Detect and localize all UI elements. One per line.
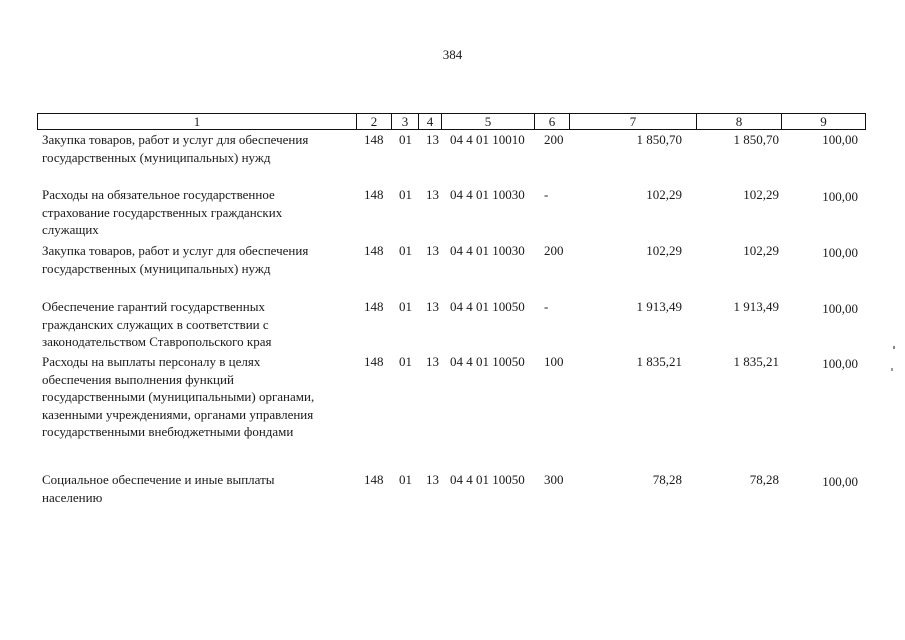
cell-col-3: 01 [399,472,412,487]
row-description [42,131,360,166]
table-header [37,113,866,130]
row-description [42,186,360,239]
description-line: Закупка товаров, работ и услуг для обеспечения [42,243,309,258]
cell-col-9: 100,00 [822,189,858,204]
cell-col-2: 148 [364,132,384,147]
cell-col-9: 100,00 [822,474,858,489]
cell-col-7: 102,29 [646,243,682,258]
header-col-1: 1 [193,114,201,129]
cell-col-3: 01 [399,299,412,314]
description-line: законодательством Ставропольского края [42,334,272,349]
cell-col-5: 04 4 01 10030 [450,243,525,258]
cell-col-7: 1 913,49 [636,299,682,314]
description-line: Закупка товаров, работ и услуг для обеспечения [42,132,309,147]
header-col-4: 4 [426,114,434,129]
header-col-9: 9 [820,114,827,129]
cell-col-6: - [544,187,549,202]
cell-col-4: 13 [426,187,439,202]
cell-col-2: 148 [364,299,384,314]
cell-col-7: 1 835,21 [636,354,682,369]
header-col-2: 2 [370,114,378,129]
description-line: государственных (муниципальных) нужд [42,149,271,165]
cell-col-5: 04 4 01 10030 [450,187,525,202]
row-description [42,471,360,506]
cell-col-8: 1 835,21 [733,354,779,369]
description-line: обеспечения выполнения функций [42,371,234,387]
cell-col-7: 78,28 [652,472,682,487]
header-col-5: 5 [484,114,492,129]
page-number: 384 [442,47,463,62]
cell-col-6: - [544,299,549,314]
cell-col-4: 13 [426,472,439,487]
cell-col-3: 01 [399,354,412,369]
description-line: государственными внебюджетными фондами [42,424,294,439]
description-line: страхование государственных гражданских [42,204,283,220]
cell-col-5: 04 4 01 10010 [450,132,525,147]
cell-col-2: 148 [364,354,384,369]
cell-col-5: 04 4 01 10050 [450,472,525,487]
cell-col-6: 100 [544,354,564,369]
description-line: гражданских служащих в соответствии с [42,316,269,332]
cell-col-6: 200 [544,132,564,147]
description-line: государственными (муниципальными) органами, [42,389,315,404]
scan-speck [893,346,895,349]
description-line: Расходы на обязательное государственное [42,187,275,202]
description-line: населению [42,489,103,505]
cell-col-3: 01 [399,132,412,147]
cell-col-2: 148 [364,187,384,202]
description-line: служащих [42,222,99,237]
cell-col-9: 100,00 [822,301,858,316]
description-line: государственных (муниципальных) нужд [42,260,271,276]
cell-col-7: 1 850,70 [636,132,682,147]
cell-col-2: 148 [364,243,384,258]
cell-col-8: 78,28 [749,472,779,487]
description-line: Социальное обеспечение и иные выплаты [42,472,275,487]
header-col-7: 7 [629,114,637,129]
cell-col-8: 1 913,49 [733,299,779,314]
row-description [42,353,360,441]
header-col-6: 6 [548,114,556,129]
cell-col-9: 100,00 [822,356,858,371]
cell-col-6: 200 [544,243,564,258]
description-line: казенными учреждениями, органами управления [42,406,314,422]
row-description [42,242,360,277]
cell-col-5: 04 4 01 10050 [450,354,525,369]
cell-col-8: 102,29 [743,243,779,258]
header-col-3: 3 [401,114,409,129]
cell-col-2: 148 [364,472,384,487]
row-description [42,298,360,351]
cell-col-5: 04 4 01 10050 [450,299,525,314]
description-line: Расходы на выплаты персоналу в целях [42,354,261,369]
cell-col-8: 1 850,70 [733,132,779,147]
cell-col-8: 102,29 [743,187,779,202]
cell-col-3: 01 [399,243,412,258]
cell-col-4: 13 [426,243,439,258]
scan-speck [891,368,893,371]
cell-col-4: 13 [426,299,439,314]
cell-col-9: 100,00 [822,132,858,147]
cell-col-6: 300 [544,472,564,487]
cell-col-3: 01 [399,187,412,202]
cell-col-4: 13 [426,132,439,147]
description-line: Обеспечение гарантий государственных [42,299,265,314]
header-col-8: 8 [735,114,743,129]
cell-col-9: 100,00 [822,245,858,260]
cell-col-4: 13 [426,354,439,369]
cell-col-7: 102,29 [646,187,682,202]
